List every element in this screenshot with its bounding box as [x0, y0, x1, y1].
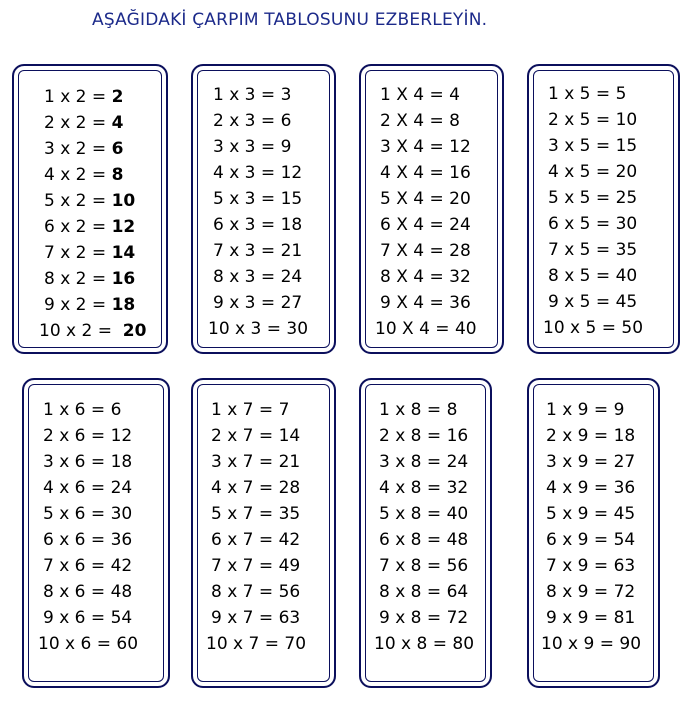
row-result: 20	[449, 189, 471, 209]
table-row	[213, 85, 291, 105]
table-row	[548, 136, 637, 156]
table-row	[44, 217, 135, 237]
table-row	[211, 608, 300, 628]
table-row	[548, 188, 637, 208]
page-title: AŞAĞIDAKİ ÇARPIM TABLOSUNU EZBERLEYİN.	[92, 10, 488, 30]
row-result: 12	[449, 137, 471, 157]
row-result: 25	[615, 188, 638, 208]
row-expression: 6 x 2 =	[44, 217, 112, 237]
row-expression: 6 x 7 =	[211, 530, 279, 550]
row-expression: 9 x 9 =	[546, 608, 614, 628]
table-row	[543, 318, 643, 338]
table-row	[44, 295, 135, 315]
table-row	[548, 162, 637, 182]
row-expression: 3 x 6 =	[43, 452, 111, 472]
row-expression: 5 x 6 =	[43, 504, 111, 524]
table-row	[211, 582, 300, 602]
row-expression: 5 x 2 =	[44, 191, 112, 211]
row-result: 28	[449, 241, 471, 261]
table-card-7	[191, 378, 336, 688]
row-expression: 6 x 6 =	[43, 530, 111, 550]
table-row	[379, 608, 468, 628]
row-expression: 10 X 4 =	[375, 319, 455, 339]
row-result: 6	[110, 400, 122, 420]
row-result: 16	[449, 163, 471, 183]
row-result: 14	[278, 426, 301, 446]
table-row	[213, 267, 302, 287]
row-result: 30	[110, 504, 133, 524]
table-row	[44, 191, 135, 211]
row-expression: 7 x 6 =	[43, 556, 111, 576]
row-result: 30	[286, 319, 309, 339]
row-expression: 1 x 9 =	[546, 400, 614, 420]
table-row	[43, 556, 132, 576]
row-expression: 4 x 5 =	[548, 162, 616, 182]
table-row	[379, 400, 457, 420]
row-expression: 3 X 4 =	[380, 137, 450, 157]
table-card-9	[527, 378, 660, 688]
row-expression: 2 x 8 =	[379, 426, 447, 446]
table-row	[546, 504, 635, 524]
table-row	[546, 478, 635, 498]
row-result: 81	[613, 608, 636, 628]
table-row	[375, 319, 477, 339]
table-row	[211, 400, 289, 420]
table-row	[379, 426, 468, 446]
row-result: 63	[278, 608, 301, 628]
row-expression: 10 x 5 =	[543, 318, 622, 338]
row-result: 63	[613, 556, 636, 576]
row-expression: 6 x 9 =	[546, 530, 614, 550]
row-result: 40	[454, 319, 477, 339]
row-result: 18	[111, 295, 136, 315]
table-row	[213, 241, 302, 261]
row-result: 12	[280, 163, 303, 183]
row-result: 56	[446, 556, 469, 576]
row-result: 54	[613, 530, 636, 550]
table-row	[213, 215, 302, 235]
row-expression: 2 x 5 =	[548, 110, 616, 130]
row-result: 45	[615, 292, 638, 312]
table-row	[548, 110, 637, 130]
table-row	[379, 452, 468, 472]
table-row	[380, 137, 471, 157]
table-card-4	[359, 64, 504, 354]
row-result: 16	[446, 426, 469, 446]
row-result: 6	[280, 111, 292, 131]
row-expression: 4 x 6 =	[43, 478, 111, 498]
row-result: 18	[110, 452, 133, 472]
row-expression: 10 x 8 =	[374, 634, 453, 654]
table-row	[211, 452, 300, 472]
row-expression: 2 X 4 =	[380, 111, 450, 131]
row-expression: 7 x 3 =	[213, 241, 281, 261]
row-expression: 5 X 4 =	[380, 189, 450, 209]
row-expression: 9 x 6 =	[43, 608, 111, 628]
row-result: 32	[446, 478, 469, 498]
table-row	[546, 608, 635, 628]
row-result: 14	[111, 243, 136, 263]
row-result: 36	[110, 530, 133, 550]
row-expression: 2 x 2 =	[44, 113, 112, 133]
row-result: 48	[446, 530, 469, 550]
row-result: 60	[116, 634, 139, 654]
table-row	[546, 426, 635, 446]
table-row	[44, 243, 135, 263]
row-result: 5	[615, 84, 627, 104]
row-expression: 3 x 3 =	[213, 137, 281, 157]
table-row	[546, 582, 635, 602]
row-result: 10	[111, 191, 136, 211]
table-row	[43, 426, 132, 446]
row-result: 3	[280, 85, 292, 105]
row-expression: 2 x 9 =	[546, 426, 614, 446]
row-expression: 9 x 2 =	[44, 295, 112, 315]
row-expression: 1 x 7 =	[211, 400, 279, 420]
row-expression: 4 x 9 =	[546, 478, 614, 498]
row-expression: 8 x 5 =	[548, 266, 616, 286]
table-row	[44, 113, 123, 133]
table-row	[380, 111, 460, 131]
row-expression: 7 x 9 =	[546, 556, 614, 576]
row-result: 12	[111, 217, 136, 237]
row-expression: 1 x 8 =	[379, 400, 447, 420]
row-expression: 8 x 6 =	[43, 582, 111, 602]
row-result: 24	[110, 478, 133, 498]
row-expression: 8 x 9 =	[546, 582, 614, 602]
table-row	[546, 400, 624, 420]
row-result: 8	[446, 400, 458, 420]
row-expression: 6 x 5 =	[548, 214, 616, 234]
table-row	[379, 582, 468, 602]
table-row	[213, 137, 291, 157]
row-result: 36	[613, 478, 636, 498]
row-result: 24	[449, 215, 471, 235]
table-row	[546, 530, 635, 550]
row-expression: 5 x 5 =	[548, 188, 616, 208]
row-expression: 8 X 4 =	[380, 267, 450, 287]
table-row	[380, 85, 460, 105]
row-expression: 5 x 3 =	[213, 189, 281, 209]
row-result: 80	[452, 634, 475, 654]
table-card-5	[527, 64, 680, 354]
table-row	[548, 292, 637, 312]
row-result: 24	[446, 452, 469, 472]
table-row	[380, 189, 471, 209]
table-row	[379, 530, 468, 550]
row-result: 36	[449, 293, 471, 313]
row-expression: 1 X 4 =	[380, 85, 450, 105]
row-result: 27	[613, 452, 636, 472]
table-row	[44, 165, 123, 185]
row-expression: 6 x 3 =	[213, 215, 281, 235]
row-expression: 9 x 5 =	[548, 292, 616, 312]
table-row	[548, 266, 637, 286]
row-expression: 3 x 7 =	[211, 452, 279, 472]
row-result: 42	[278, 530, 301, 550]
row-expression: 2 x 3 =	[213, 111, 281, 131]
row-expression: 1 x 6 =	[43, 400, 111, 420]
row-result: 70	[284, 634, 307, 654]
row-result: 56	[278, 582, 301, 602]
table-row	[211, 530, 300, 550]
row-result: 12	[110, 426, 133, 446]
row-expression: 5 x 7 =	[211, 504, 279, 524]
row-expression: 1 x 5 =	[548, 84, 616, 104]
row-expression: 5 x 9 =	[546, 504, 614, 524]
table-row	[546, 452, 635, 472]
row-expression: 8 x 7 =	[211, 582, 279, 602]
row-result: 18	[613, 426, 636, 446]
table-row	[43, 530, 132, 550]
row-expression: 4 x 8 =	[379, 478, 447, 498]
table-row	[374, 634, 474, 654]
table-row	[213, 189, 302, 209]
table-row	[206, 634, 306, 654]
row-result: 20	[615, 162, 638, 182]
table-row	[541, 634, 641, 654]
table-row	[43, 400, 121, 420]
table-row	[546, 556, 635, 576]
row-result: 15	[615, 136, 638, 156]
row-expression: 10 x 9 =	[541, 634, 620, 654]
table-row	[208, 319, 308, 339]
table-row	[213, 163, 302, 183]
table-row	[380, 215, 471, 235]
row-result: 9	[613, 400, 625, 420]
row-result: 20	[122, 321, 147, 341]
table-row	[380, 241, 471, 261]
table-row	[44, 269, 135, 289]
row-result: 35	[615, 240, 638, 260]
row-result: 45	[613, 504, 636, 524]
row-expression: 2 x 7 =	[211, 426, 279, 446]
row-expression: 7 x 8 =	[379, 556, 447, 576]
row-expression: 5 x 8 =	[379, 504, 447, 524]
row-result: 2	[111, 87, 124, 107]
row-expression: 10 x 6 =	[38, 634, 117, 654]
row-result: 18	[280, 215, 303, 235]
table-card-3	[191, 64, 336, 354]
row-result: 21	[278, 452, 301, 472]
row-result: 35	[278, 504, 301, 524]
table-row	[213, 293, 302, 313]
row-result: 90	[619, 634, 642, 654]
row-result: 64	[446, 582, 469, 602]
row-result: 16	[111, 269, 136, 289]
table-row	[548, 240, 637, 260]
row-result: 49	[278, 556, 301, 576]
table-row	[548, 84, 626, 104]
row-expression: 8 x 8 =	[379, 582, 447, 602]
row-expression: 1 x 2 =	[44, 87, 112, 107]
table-card-6	[22, 378, 170, 688]
row-expression: 4 X 4 =	[380, 163, 450, 183]
row-expression: 9 X 4 =	[380, 293, 450, 313]
row-expression: 9 x 3 =	[213, 293, 281, 313]
row-result: 40	[615, 266, 638, 286]
row-result: 72	[446, 608, 469, 628]
row-expression: 6 X 4 =	[380, 215, 450, 235]
table-row	[380, 163, 471, 183]
row-expression: 4 x 7 =	[211, 478, 279, 498]
row-expression: 3 x 8 =	[379, 452, 447, 472]
row-expression: 10 x 7 =	[206, 634, 285, 654]
row-expression: 7 x 5 =	[548, 240, 616, 260]
row-expression: 10 x 2 =	[39, 321, 123, 341]
row-expression: 9 x 8 =	[379, 608, 447, 628]
row-expression: 7 X 4 =	[380, 241, 450, 261]
table-row	[44, 87, 123, 107]
row-result: 9	[280, 137, 292, 157]
row-result: 30	[615, 214, 638, 234]
row-result: 15	[280, 189, 303, 209]
table-row	[211, 426, 300, 446]
row-expression: 6 x 8 =	[379, 530, 447, 550]
row-expression: 4 x 3 =	[213, 163, 281, 183]
row-result: 8	[449, 111, 460, 131]
row-result: 32	[449, 267, 471, 287]
row-result: 54	[110, 608, 133, 628]
table-row	[211, 504, 300, 524]
row-result: 21	[280, 241, 303, 261]
row-expression: 1 x 3 =	[213, 85, 281, 105]
row-result: 24	[280, 267, 303, 287]
table-card-8	[359, 378, 492, 688]
table-row	[379, 478, 468, 498]
table-row	[213, 111, 291, 131]
table-row	[380, 267, 471, 287]
table-row	[43, 452, 132, 472]
table-row	[43, 582, 132, 602]
table-row	[44, 139, 123, 159]
row-expression: 2 x 6 =	[43, 426, 111, 446]
row-expression: 3 x 2 =	[44, 139, 112, 159]
table-row	[43, 478, 132, 498]
table-row	[211, 556, 300, 576]
table-row	[379, 556, 468, 576]
row-expression: 10 x 3 =	[208, 319, 287, 339]
row-result: 40	[446, 504, 469, 524]
table-row	[380, 293, 471, 313]
row-expression: 8 x 2 =	[44, 269, 112, 289]
row-result: 42	[110, 556, 133, 576]
row-expression: 3 x 5 =	[548, 136, 616, 156]
row-result: 10	[615, 110, 638, 130]
row-expression: 4 x 2 =	[44, 165, 112, 185]
row-result: 4	[449, 85, 460, 105]
row-result: 6	[111, 139, 124, 159]
row-result: 72	[613, 582, 636, 602]
table-row	[43, 608, 132, 628]
table-row	[548, 214, 637, 234]
table-row	[38, 634, 138, 654]
row-expression: 9 x 7 =	[211, 608, 279, 628]
row-expression: 3 x 9 =	[546, 452, 614, 472]
row-expression: 7 x 7 =	[211, 556, 279, 576]
table-card-2	[12, 64, 168, 354]
row-result: 48	[110, 582, 133, 602]
table-row	[211, 478, 300, 498]
row-expression: 7 x 2 =	[44, 243, 112, 263]
row-result: 8	[111, 165, 124, 185]
row-result: 28	[278, 478, 301, 498]
table-row	[379, 504, 468, 524]
row-result: 50	[621, 318, 644, 338]
table-row	[39, 321, 146, 341]
table-row	[43, 504, 132, 524]
row-expression: 8 x 3 =	[213, 267, 281, 287]
row-result: 4	[111, 113, 124, 133]
row-result: 7	[278, 400, 290, 420]
row-result: 27	[280, 293, 303, 313]
